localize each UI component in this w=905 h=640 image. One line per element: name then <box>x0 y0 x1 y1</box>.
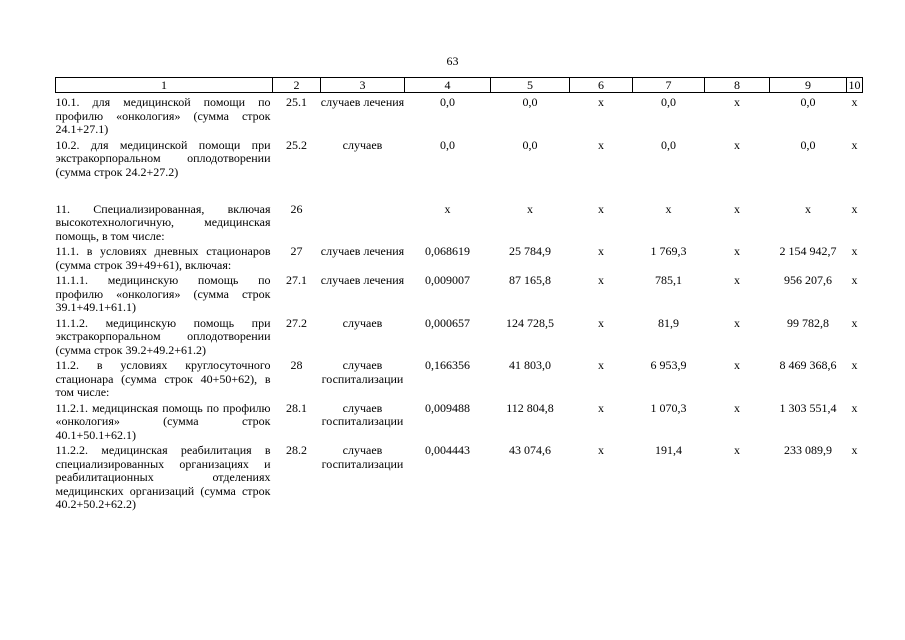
row-code: 25.2 <box>286 137 307 152</box>
column-header: 3 <box>321 78 405 93</box>
cell-col10: х <box>851 443 858 457</box>
column-header: 5 <box>491 78 570 93</box>
cell-col6: х <box>598 201 604 216</box>
row-unit: случаев лечения <box>320 244 405 258</box>
cell-col4: 0,009007 <box>425 273 470 287</box>
cell-col10: х <box>851 400 858 415</box>
cell-col4: 0,000657 <box>425 315 470 330</box>
cell-col4: х <box>444 201 451 216</box>
cell-col10: х <box>851 244 858 258</box>
table-row <box>56 442 863 512</box>
cell-col7: 1 769,3 <box>650 244 687 258</box>
cell-col5: 124 728,5 <box>506 315 554 330</box>
cell-col6: х <box>598 273 604 287</box>
cell-col9: х <box>805 201 811 216</box>
cell-col8: х <box>734 400 740 415</box>
row-code: 27.1 <box>286 273 307 287</box>
row-name: 10.2. для медицинской помощи при экстракорпоральном оплодотворении (сумма строк 24.2+27.2) <box>55 137 271 179</box>
cell-col4: 0,0 <box>440 137 455 152</box>
cell-col10: х <box>851 201 858 216</box>
row-unit: случаев госпитализации <box>321 358 404 386</box>
data-table <box>55 77 863 512</box>
row-name: 11. Специализированная, включая высокотехнологичную, медицинская помощь, в том числе: <box>55 201 271 243</box>
cell-col6: х <box>598 315 604 330</box>
column-header: 2 <box>273 78 321 93</box>
column-header: 8 <box>705 78 770 93</box>
cell-col9: 233 089,9 <box>784 443 832 457</box>
table-row <box>56 400 863 443</box>
table-row <box>56 315 863 358</box>
row-code: 28.1 <box>286 400 307 415</box>
cell-col8: х <box>734 137 740 152</box>
row-unit: случаев лечения <box>320 273 405 287</box>
row-unit: случаев <box>342 137 383 152</box>
cell-col9: 0,0 <box>800 137 816 152</box>
cell-col9: 0,0 <box>800 95 816 109</box>
cell-col4: 0,004443 <box>425 443 470 457</box>
row-unit: случаев госпитализации <box>321 443 404 471</box>
row-unit: случаев лечения <box>320 95 405 109</box>
cell-col8: х <box>734 244 740 258</box>
table-row <box>56 243 863 272</box>
cell-col6: х <box>598 443 604 457</box>
cell-col6: х <box>598 358 604 372</box>
row-unit <box>321 201 405 244</box>
cell-col10: х <box>851 315 858 330</box>
cell-col7: х <box>665 201 672 216</box>
column-header: 4 <box>405 78 491 93</box>
cell-col10: х <box>851 95 858 109</box>
row-name: 11.1.2. медицинскую помощь при экстракорпоральном оплодотворении (сумма строк 39.2+49.2+61.2) <box>55 315 271 357</box>
cell-col5: 43 074,6 <box>509 443 551 457</box>
cell-col9: 99 782,8 <box>787 315 829 330</box>
cell-col5: 0,0 <box>522 137 538 152</box>
row-code: 28 <box>290 358 303 372</box>
cell-col9: 1 303 551,4 <box>779 400 837 415</box>
row-name: 11.1. в условиях дневных стационаров (сумма строк 39+49+61), включая: <box>55 244 271 272</box>
column-header: 1 <box>56 78 273 93</box>
column-header: 10 <box>848 77 861 92</box>
cell-col8: х <box>734 315 740 330</box>
row-name: 11.2. в условиях круглосуточного стационара (сумма строк 40+50+62), в том числе: <box>55 358 271 399</box>
cell-col5: 41 803,0 <box>509 358 551 372</box>
row-code: 27.2 <box>286 315 307 330</box>
row-name: 11.1.1. медицинскую помощь по профилю «онкология» (сумма строк 39.1+49.1+61.1) <box>55 273 271 314</box>
row-code: 25.1 <box>286 95 307 109</box>
cell-col7: 1 070,3 <box>650 400 687 415</box>
row-unit: случаев <box>342 315 383 330</box>
cell-col6: х <box>598 95 604 109</box>
cell-col6: х <box>598 400 604 415</box>
cell-col4: 0,009488 <box>425 400 470 415</box>
cell-col7: 0,0 <box>661 95 676 109</box>
cell-col7: 6 953,9 <box>650 358 687 372</box>
cell-col7: 191,4 <box>655 443 682 457</box>
cell-col5: 112 804,8 <box>506 400 554 415</box>
table-row <box>56 272 863 315</box>
column-header: 6 <box>570 78 633 93</box>
cell-col10: х <box>851 273 858 287</box>
row-name: 11.2.1. медицинская помощь по профилю «онкология» (сумма строк 40.1+50.1+62.1) <box>55 400 271 442</box>
cell-col4: 0,068619 <box>425 244 470 258</box>
cell-col8: х <box>734 273 740 287</box>
table-row <box>56 201 863 244</box>
cell-col10: х <box>851 358 858 372</box>
page-number: 63 <box>446 54 459 68</box>
table-row <box>56 93 863 137</box>
row-code: 27 <box>290 244 303 258</box>
cell-col8: х <box>734 95 740 109</box>
cell-col8: х <box>734 443 740 457</box>
cell-col9: 2 154 942,7 <box>779 244 837 258</box>
row-name: 10.1. для медицинской помощи по профилю «онкология» (сумма строк 24.1+27.1) <box>55 95 271 136</box>
cell-col7: 81,9 <box>658 315 679 330</box>
row-unit: случаев госпитализации <box>321 400 404 428</box>
column-header: 9 <box>770 78 847 93</box>
column-header: 7 <box>633 78 705 93</box>
cell-col5: 25 784,9 <box>509 244 551 258</box>
cell-col8: х <box>734 201 740 216</box>
cell-col5: х <box>527 201 533 216</box>
cell-col7: 0,0 <box>661 137 676 152</box>
cell-col7: 785,1 <box>655 273 682 287</box>
cell-col4: 0,166356 <box>425 358 470 372</box>
cell-col6: х <box>598 244 604 258</box>
row-name: 11.2.2. медицинская реабилитация в специализированных организациях и реабилитационных отделениях медицинских организаций (сумма строк 40.2+50.2+62.2) <box>55 443 271 511</box>
header-row <box>56 78 863 93</box>
cell-col5: 87 165,8 <box>509 273 551 287</box>
row-code: 26 <box>290 201 303 216</box>
table-row <box>56 357 863 400</box>
cell-col4: 0,0 <box>440 95 455 109</box>
row-code: 28.2 <box>286 443 307 457</box>
table-row <box>56 137 863 201</box>
cell-col5: 0,0 <box>522 95 538 109</box>
cell-col10: х <box>851 137 858 152</box>
cell-col9: 8 469 368,6 <box>779 358 837 372</box>
cell-col8: х <box>734 358 740 372</box>
cell-col6: х <box>598 137 604 152</box>
cell-col9: 956 207,6 <box>784 273 832 287</box>
